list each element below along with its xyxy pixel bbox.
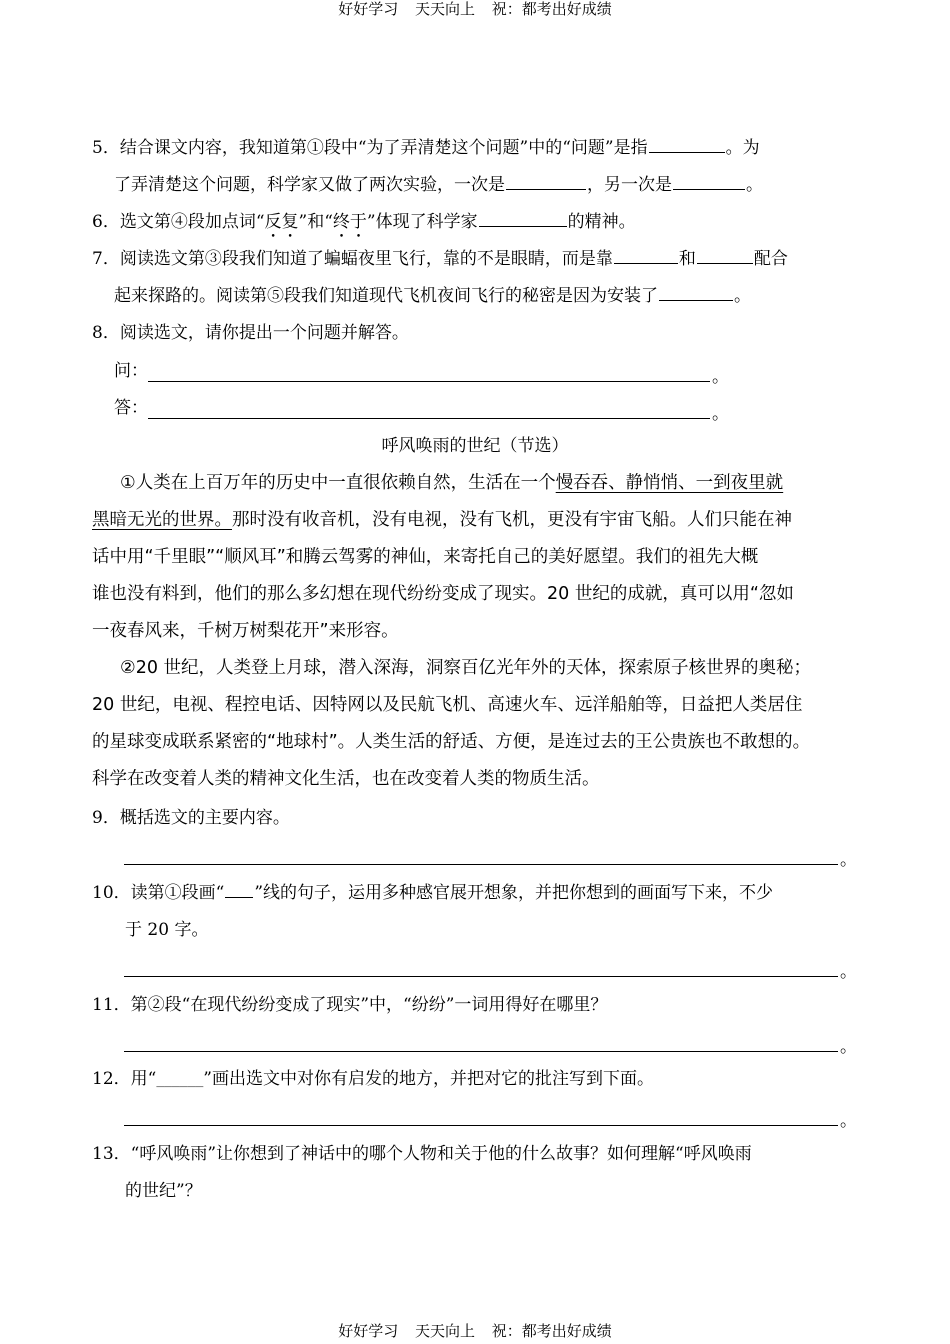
header-motto-2: 天天向上 (414, 0, 475, 18)
q8-answer-label: 答： (114, 398, 148, 418)
q7-text-d: 起来探路的。阅读第⑤段我们知道现代飞机夜间飞行的秘密是因为安装了 (114, 286, 658, 306)
q12-answer-line[interactable] (124, 1125, 838, 1126)
p2-line-4: 科学在改变着人类的精神文化生活，也在改变着人类的物质生活。 (92, 769, 600, 789)
page-header (0, 0, 950, 18)
p1-line-2-text: 那时没有收音机，没有电视，没有飞机，更没有宇宙飞船。人们只能在神 (232, 510, 792, 530)
q5-blank-3[interactable] (673, 167, 745, 190)
q10-answer-line[interactable] (124, 976, 838, 977)
q6-text-c: ”体现了科学家 (366, 212, 478, 232)
question-13 (92, 1136, 872, 1210)
question-8 (92, 315, 872, 352)
p1-line-4: 谁也没有料到，他们的那么多幻想在现代纷纷变成了现实。20 世纪的成就，真可以用“忽如 (92, 584, 794, 604)
q5-text-d: ，另一次是 (587, 175, 672, 195)
q6-dotted-word-1: 反复 (264, 212, 299, 232)
q12-text-b: ”画出选文中对你有启发的地方，并把对它的批注写到下面。 (203, 1069, 654, 1089)
question-10 (92, 875, 872, 949)
p1-underlined-2: 黑暗无光的世界。 (92, 510, 232, 530)
q5-blank-2[interactable] (506, 167, 586, 190)
q12-text-a: 12．用“ (92, 1069, 157, 1089)
q7-text-a: 7．阅读选文第③段我们知道了蝙蝠夜里飞行，靠的不是眼睛，而是靠 (92, 249, 613, 269)
header-motto-1: 好好学习 (338, 0, 399, 18)
q8-ask-end: 。 (712, 367, 729, 387)
q10-text-c: 于 20 字。 (125, 920, 209, 940)
question-9 (92, 800, 872, 837)
question-5 (92, 130, 872, 204)
q6-dotted-word-2: 终于 (332, 212, 367, 232)
q5-text-e: 。 (746, 175, 763, 195)
q7-blank-3[interactable] (659, 278, 733, 301)
question-7 (92, 241, 872, 315)
p2-line-2: 20 世纪，电视、程控电话、因特网以及民航飞机、高速火车、远洋船舶等，日益把人类居住 (92, 695, 803, 715)
q7-blank-2[interactable] (697, 241, 753, 264)
q12-underline-sample: ______ (156, 1073, 204, 1088)
passage-paragraph-2 (92, 650, 872, 798)
q8-ask-label: 问： (114, 361, 148, 381)
question-12 (92, 1061, 872, 1099)
p1-line-1 (92, 465, 872, 502)
q9-text: 9．概括选文的主要内容。 (92, 808, 290, 828)
q10-text-b: ”线的句子，运用多种感官展开想象，并把你想到的画面写下来，不少 (254, 883, 774, 903)
p2-line-3: 的星球变成联系紧密的“地球村”。人类生活的舒适、方便，是连过去的王公贵族也不敢想的。 (92, 732, 811, 752)
q12-end: 。 (840, 1111, 857, 1131)
q10-end: 。 (840, 962, 857, 982)
page-footer (0, 1322, 950, 1340)
q13-text-b: 的世纪”？ (125, 1181, 202, 1201)
q5-blank-1[interactable] (649, 130, 725, 153)
p1-line-2 (92, 502, 872, 539)
p1-line-1-text: ①人类在上百万年的历史中一直很依赖自然，生活在一个 (120, 473, 556, 493)
footer-motto-2: 天天向上 (414, 1322, 475, 1340)
q7-blank-1[interactable] (614, 241, 678, 264)
header-motto-3: 祝：都考出好成绩 (491, 0, 612, 18)
q5-text-a: 5．结合课文内容，我知道第①段中“为了弄清楚这个问题”中的“问题”是指 (92, 138, 648, 158)
question-6 (92, 204, 872, 242)
passage-title: 呼风唤雨的世纪（节选） (381, 436, 569, 456)
q9-answer-line[interactable] (124, 864, 838, 865)
question-11 (92, 987, 872, 1024)
q6-blank[interactable] (479, 204, 567, 227)
q5-text-b: 。为 (725, 138, 760, 158)
q6-text-b: ”和“ (298, 212, 333, 232)
q10-text-a: 10．读第①段画“ (92, 883, 225, 903)
q6-text-a: 6．选文第④段加点词“ (92, 212, 265, 232)
q13-text-a: 13．“呼风唤雨”让你想到了神话中的哪个人物和关于他的什么故事？如何理解“呼风唤雨 (92, 1144, 752, 1164)
q11-end: 。 (840, 1037, 857, 1057)
footer-motto-3: 祝：都考出好成绩 (491, 1322, 612, 1340)
q8-ask-line[interactable] (148, 381, 710, 382)
q11-answer-line[interactable] (124, 1051, 838, 1052)
q8-answer-line[interactable] (148, 418, 710, 419)
q8-text: 8．阅读选文，请你提出一个问题并解答。 (92, 323, 409, 343)
q7-text-b: 和 (678, 249, 696, 269)
q11-text: 11．第②段“在现代纷纷变成了现实”中，“纷纷”一词用得好在哪里？ (92, 995, 608, 1015)
p1-line-3: 话中用“千里眼”“顺风耳”和腾云驾雾的神仙，来寄托自己的美好愿望。我们的祖先大概 (92, 547, 759, 567)
q7-text-e: 。 (734, 286, 751, 306)
p1-underlined-1: 慢吞吞、静悄悄、一到夜里就 (555, 473, 784, 493)
q10-underline-sample (225, 875, 253, 898)
q5-text-c: 了弄清楚这个问题，科学家又做了两次实验，一次是 (114, 175, 505, 195)
footer-motto-1: 好好学习 (338, 1322, 399, 1340)
passage-paragraph-1 (92, 465, 872, 650)
p1-line-5: 一夜春风来，千树万树梨花开”来形容。 (92, 621, 399, 641)
q8-answer-end: 。 (712, 404, 729, 424)
q9-end: 。 (840, 850, 857, 870)
p2-line-1: ②20 世纪，人类登上月球，潜入深海，洞察百亿光年外的天体，探索原子核世界的奥秘； (120, 658, 812, 678)
q6-text-d: 的精神。 (567, 212, 636, 232)
q7-text-c: 配合 (753, 249, 788, 269)
